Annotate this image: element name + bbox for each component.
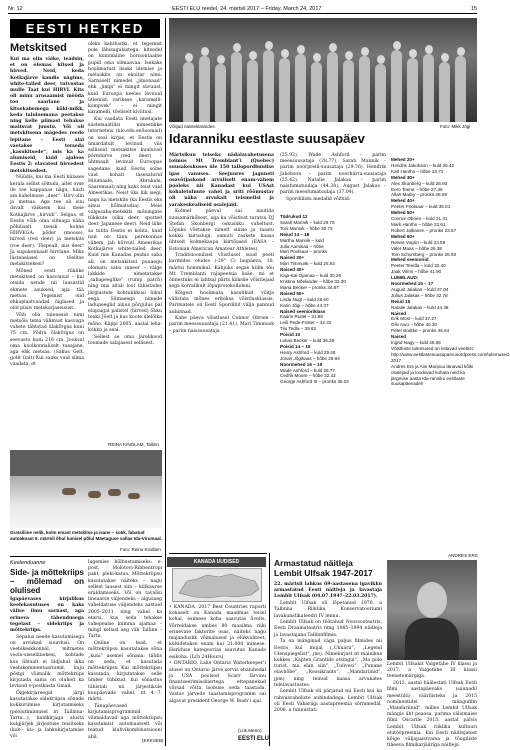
- ulfsak-title: Armastatud näitleja Lembit Ulfsak 1947-2017: [274, 558, 373, 578]
- result-entry: Hendrik Jakobson – kuld 25.42: [391, 162, 455, 168]
- person-figure: [375, 64, 386, 122]
- result-entry: Mari Timmusk – kuld 25.92: [280, 261, 335, 267]
- result-category: Noormehed 15 – 19: [280, 361, 323, 367]
- ulfsak-paragraph: Lembit Ulfsak on töötanud Noorsooteatris, Eesti Draamateatris ning 1985–1994 näitleja ja lavastajana Tallinnfilmis.: [274, 620, 382, 638]
- metskitsed-paragraph: Võib olla tulenesid nimi metsõis tema välimust kasvuga vahete tähtstad ülakõrgus kuni 75 cm. Põdra õlakõrgus on seevastu kuni 216 cm. Jooksul oma koolkonnaliselt tusajane, aga ehk metsas. (Sakus Gelt, gotit Galt) Kui saaks vaid silma vaadata, et: [10, 312, 84, 368]
- metskitsed-paragraph: Kui vaadata Eesti imetajate süstemaatilisi nimestikke interneteis (bio.edu.ee/loomad) on seal kirjas, et Eestis on ümardatult levinud viis selliseid metsakitse kuuluvad põrmhirve (red deer) – ühtmaalt levinud Euroopas sagedane, kuid Eestis soine vaid kohati tasesaturid Hiiumaale, Abrukale, Saaremaal) ning kaks teist vaid Ameerikas. Neist üks liik isegi, nagu ka metskits (ka Eestis eks ainus hõlmatudia). Meie valgesaba-metskits mõningate tükikute (sika deer, spotted deer, Japanese deer). Neid liike sa tulita Eestis ei kohta, kuid nad on tänu perekonnas vähem, jah kõrvuti Ameerikas Kotkajärve white-tailed deer. Kuid mis Kanadas peidus saba all, on metsakitsel puuaegu olematu saba inneer – välge lakkide nimetatakse „sabapeeglike“ (rump patch) ning mis aitab loot tähistades järglastele kohtulikkusi liikui eega. Silmaeega nimede ladupeeglid ainus põrgulus pal elupaigal palistel (hirved) õhku teaks Jõelt ja kus koote ülelõika mõne. Käppi 2005. aastal leha-kokku ja seal.: [88, 116, 162, 333]
- result-entry: Peeter Poolsaar – kuld 35.01: [391, 204, 451, 210]
- kanada-news-source: (Lük.Metro): [238, 728, 262, 733]
- section-banner: EESTI HETKED: [10, 19, 160, 38]
- ulfsak-paragraph: Lembit Ulfsak oli lõpetanud 1970. a Tallinna Riikliku Konservatooriumi lavakunstikateedri IV lennu.: [274, 601, 382, 619]
- treeline: [10, 450, 162, 476]
- portrait-shoulders: [405, 618, 459, 660]
- results-list-b: [391, 157, 510, 387]
- section-label: Keelenduanne: [10, 560, 46, 566]
- result-entry: Oliv Aivo – hõbe 40.30: [391, 322, 437, 328]
- kanada-news-band: KANADA UUDISED: [167, 557, 266, 567]
- metskitsed-column-2: [88, 42, 162, 440]
- eesti-elu-logo: EESTI ELU: [238, 736, 270, 742]
- idaranniku-paragraph: Kõigest hoolimata kasulikult võitja välistata mõnes eriteksa võistlusklassis. Parimatele oli Eesti Spordiliit välja pannud auhinnad.: [169, 290, 274, 315]
- result-category: Mehed 30+: [391, 174, 415, 180]
- result-category: Mehed 40+: [391, 198, 415, 204]
- page-header: [8, 4, 477, 14]
- result-entry: Alex Skonberg – kuld 26.93: [391, 180, 448, 186]
- results-list-a: [280, 214, 386, 385]
- skiers-group-photo: [169, 18, 477, 122]
- result-entry: Natalie Jalakas – kuld 44.38: [391, 304, 449, 310]
- metskitsed-paragraph: oleks kahtlustki, et tegemist pole lähisugulastega: kitsedel on kummaline horisontaalne pupill oma silmaavaa. Isekaks hoolimatust lisaks ülemise ja metsakits on ekoitar nimi. Sarnaselt nimedel „jimonaad“ ehk „jimpi“ ei mingit süvuust, kuid Euroopa keeles levinud ütlemist: varikese „karamelli-kompvek“ – ei mingit karamelli, tõeliselt kiviitusi.: [88, 42, 162, 116]
- result-category: Naised: [391, 334, 407, 340]
- deer-shape: [88, 491, 101, 498]
- keelenduanne-title: Side- ja mõttekriips – mõlemad on olulised: [10, 568, 84, 595]
- ulfsak-paragraph: Lembit Ulfsak oli pärjatud nii Eesti kui ka rahvusvaheliste auhindadega. Lembit Ulfsak oli Eesti Vabariigi aastapreemia sõrmmedal, 2006. a tunnustati: [274, 689, 382, 714]
- metskitsed-paragraph: Sellest se oma järelikood toomade salajasest sellisest.: [88, 334, 162, 346]
- result-entry: Jonas Jõgikaas – hõbe 29.94: [280, 355, 340, 361]
- result-entry: Julia Aamisaa – hõbe: [280, 243, 324, 249]
- kanada-news-item: • ONTARIO. Lake Ontario Waterkeeper’i alusel on Ontario järve servis ebaluhedal ja USA poolsed Scarr Iärvinu finantseerimisskiertega ettepanekud võrsad võtta loobuse seda taastada. Vastav järvede taastamisprogramm sai algavat president George W. Bush’i ajal.: [169, 661, 266, 704]
- person-figure: [263, 50, 274, 122]
- result-entry: Wade Ashford – kuld 28.77: [280, 367, 335, 373]
- idaranniku-title: Idaranniku eestlaste suusapäev: [169, 131, 365, 146]
- result-entry: Henry Ashford – kuld 29.48: [280, 349, 336, 355]
- divider: [169, 553, 267, 554]
- result-entry: Lukas Becker – kuld 36.28: [280, 338, 335, 344]
- idaranniku-paragraph: Traditsioonilisel võistlusel suud peeti karmides oludes (-29° C) laupäeva, 10. märtsi hommikul. Kahjuks segas kiilm tõu Mt Tremblanti rajapeetsia lisäe, mi et õnnestuks ei lahtsal pärts kiiksile võistlejaid sega korralikult lõpuprotokollideni.: [169, 253, 274, 290]
- idaranniku-author: ANDRES ERS: [448, 553, 478, 558]
- result-category: Noormehed 15 – 17: [391, 281, 434, 287]
- metskitsed-lead: Kui ma olin väike, teadsin, et on olemas kitsed ja hirved. Neid, keda Kotkajärve kandis nägime, white-tailed deer, tutvustas mulle Taat kui HIRVI. Kits oli minu arusaamist mööda too saarlane ja kitsekabemega kõki-mikk, keda taluloomana peetakse ning kelle piimast tehakse maitsvat juustu. Või oli metskitsena mägedes reede lepitane – Eesti alal vaetakse terseda „kasukitsede“, mis ka ka alumiseid, kuid ajaloos Eestis 2: elavatest hirvedest metskitsedest.: [10, 57, 84, 174]
- canada-map-graphic: [172, 568, 262, 602]
- keelenduanne-source: (EKKSEB): [142, 738, 164, 743]
- metskitsed-column-1: [10, 42, 84, 440]
- skiers-photo-credit: Foto: Mikk Jõgi: [440, 124, 471, 129]
- result-entry: Robert Jalkanen – pronks 23.67: [391, 227, 457, 233]
- ulfsak-column-1: [274, 582, 382, 746]
- result-entry: Meri Poolsaar – pronks: [280, 249, 328, 255]
- result-category: Neiud 14 – 18: [280, 231, 310, 237]
- result-category: Naised 20+: [280, 255, 305, 261]
- keelenduanne-lead: Igapäevases kirjalikus keelekasutuses on kaks välise ilmu sarnast, aga erineva tähendusega tegelast – sidekriips ja mõttekriips.: [10, 597, 84, 634]
- result-entry: Toni Mannik – hõbe 30.73: [280, 225, 333, 231]
- result-entry: Linda Nugt – kuld 28.60: [280, 296, 329, 302]
- result-category: Naised: [391, 310, 407, 316]
- deer-photo-caption: Gratsiliine nelik, kolm emast metskitse ja isane – sokk, fabatud autoaknast 6. märtsil õhul lumisel põlul Mäetaguse vallas Ida-Virumaal.: [10, 530, 162, 541]
- result-entry: Martha Mannik – kuld: [280, 237, 324, 243]
- idaranniku-paragraph: Spordiliidu medalid võitsid:: [286, 196, 351, 202]
- person-figure: [183, 62, 194, 122]
- result-entry: Jaak Vilms – hõbe 41.90: [391, 269, 442, 275]
- result-category: Naised 30+: [280, 267, 305, 273]
- result-entry: Kaarin Ruitel – 31.98: [280, 314, 323, 320]
- metskitsed-paragraph: Mõned eesti riiklike metskitsed on kasvanud – kui otsida nende nii lausastid ekmete sauksed, aga tää metsas. Tegemist olid ehkaplaatvaadad õiglased ja olid püsiv metskarjaseisust.: [10, 268, 84, 312]
- result-entry: George Ashford III – pronks 35.02: [280, 379, 349, 385]
- keelenduanne-paragraph: Õigekirjareegid järgi kasutatakse sidekriipsu sõnade kokkuriimise kirjutamiseks (poolutimimusel nt Tallinna-Tartu...), kaldkirjaga alusta kulgjärjek järjestuse teisitseks (kok-– ku- ja lahkukirjutamise vöi: [10, 691, 84, 740]
- idaranniku-column-2: [280, 153, 386, 213]
- result-entry: Kaja-Kai Ojamaa – kuld 30.26: [280, 273, 342, 279]
- keelenduanne-column-1: [10, 560, 84, 746]
- result-category: Mehed 20+: [391, 157, 415, 162]
- keelenduanne-paragraph: Tänapäevased kirjutamisprogrammid võimaldavad aga mõttekriipsu kasutamist automaatselt või teatud klahvikombinatsiooni abil.: [88, 703, 162, 740]
- keelenduanne-paragraph: Online on tead, et mõttekriipsu kasutatakse sõna „kuni“ asemel sõnana: tähtis on seda, et kasutada mõttekriipsu Kui mõttekriipsu kasutada, kirjutatakse selle ümber tühikud, kui sõnastus tähistab nii järjestikule kuupäevade vahel, nt 4.–7. märts.: [88, 641, 162, 702]
- result-entry: Tiiu Tedla – 39.62: [280, 326, 317, 332]
- ulfsak-paragraph: 2012. aastal häälestati Ulfsak Eesti filmi aastapäevaks (saunadil meestülti) väärilisteks ja 2015 nominentidel mängufilm „Mandariinid“, milles Lembit Ulfsak mängis üht peaosa, parima välismaise filmi Oscarile 2015, aastal pälvis Lembit Ulfsak riikliku kultuuri elutööpreemia. Kui Eesti näitlejatest kõige väljapaistvama ja tõugiliste tiheeva filmikarjääriga näitleja.: [387, 681, 477, 749]
- ulfsak-portrait: [387, 560, 477, 660]
- result-entry: Tom Schomberg – pronks 26.93: [391, 251, 457, 257]
- metskitsed-author: REINA KINDLAM, Tallinn: [108, 442, 159, 447]
- result-entry: Maria Becker – pronks 34.87: [280, 284, 339, 290]
- result-category: Neiud 15: [391, 298, 411, 304]
- keelenduanne-paragraph: lugemise hõlbustamiseks: e-post, Molotovi-Ribbentropi pakt, pleki-katus. Mõttekriipsu kasutatakse näiteks – nagu sellest lausest siin – kiilkaurse eraldamiseks. Või on tavalisi lineaarse väljendeks – algusaeg vaheldatuse väljendeks aastaid 2005–2011 ning vahel ka etarsi, kus seda tehakse vahepealse kumma ajamaa – mingi kellasl aeg väh Tallinn – Tartu.: [88, 560, 162, 640]
- metskitsed-title: Metskitsed: [10, 42, 67, 54]
- result-entry: Cedrik Moore – hõbe 32.42: [280, 373, 336, 379]
- column-divider: [165, 18, 166, 746]
- result-entry: Karl Hantho – hõbe 33.71: [391, 168, 444, 174]
- skiers-photo-caption: Võitjad naisteklassides.: [169, 124, 216, 129]
- result-entry: Sarah Mannik – kuld 29.76: [280, 219, 335, 225]
- kanada-news-column: [169, 605, 266, 735]
- result-entry: Ingrid Nagy – kuld 49.66: [391, 340, 441, 346]
- deer-shape: [128, 493, 140, 499]
- person-figure: [439, 62, 450, 122]
- result-category: Poisid 14 – 15: [280, 343, 311, 349]
- result-category: Naised seenioriklass: [280, 308, 326, 314]
- result-entry: Connor Obrien – kuld 21.41: [391, 216, 448, 222]
- person-figure: [295, 54, 306, 122]
- result-entry: Valer Maas – hõbe 26.38: [391, 245, 442, 251]
- person-figure: [279, 58, 290, 122]
- result-category: Mehed 50+: [391, 210, 415, 216]
- ulfsak-paragraph: Ta on mänginud väga paljus filmides nii Eestis kui mujal („Ukuaru“, „Legend Ulenspiegelist“, jne). Nimekirjast nt mainikus kukkes „Kapten Grantide otsingul“, „Ma pole turist, ma elan siin“, „Tulivesi“, „Punane elavhõbe“, „Roosikrants“, „Mandariinid“, jpm) ning teinud kaasa arvukates telelavastustes.: [274, 639, 382, 688]
- map-icon: [173, 569, 263, 603]
- result-entry: Peeter Teedla – kuld 32.40: [391, 263, 446, 269]
- result-entry: Julius Jalakas – hõbe 42.78: [391, 292, 448, 298]
- result-category: Mehed 60+: [391, 233, 415, 239]
- keelenduanne-paragraph: Sepalus neede kasutamisega on arvukad suurdusi. On veebikeskkonnäl, mitmetes voolu-sisseliinekesi, kohtade kus lihtsalt ei üldjuhul ikka veebikommentaariumit, kuju põstgi võimalik mõttekriips kirjutada sama on oluhed ka levinud e-postkasta Gmail.: [10, 634, 84, 690]
- person-figure: [327, 52, 338, 122]
- result-entry: Andres Ers ja Aini Maripuu tänavad kõiki osalejaid ja loodavad kohata neid ka järgmise aasta Ida-ranniku eestlaste suusapäevadel!: [391, 363, 474, 387]
- person-figure: [391, 50, 402, 122]
- result-entry: Peter Bodtke – pronks 45.64: [391, 328, 450, 334]
- metskitsed-paragraph: Nüüdis, kui ma Eesti külases kerala sellist sõltuda, aitet ovse ile tee kappanas nägu, hästi ain kahelmuse „deer“. Hirv olin ja metsas. Aga tee oli suu dsvalt väiksem kui meie Kotkajärve „hirvidi“. Selgus, et Eestis võib oma silmaga näha põhiliselt tseisk kolme HIRVEGA: põder (moose), hirved (red deer) ja metskits (roe deer). Tõepealt, mis deer! Ja sugukonnaalt hirvlane. Miks lüsteaelasel on tõelitse metskitsekesi?: [10, 175, 84, 268]
- divider: [10, 556, 162, 557]
- person-figure: [199, 56, 210, 122]
- person-figure: [455, 56, 466, 122]
- result-entry: Eero Teene – hõbe 27.36: [391, 186, 443, 192]
- idaranniku-lead: Märtsikuu teiseks nädalavahetusena toimus Mt Tremblant’i (Quebec) suusakeskuses üle 150 tallopordbuulise igas vanuses. Seejuures jaguneti osavõtjaskond arvuliselt enam-vähem pooleks nii Kanadast kui USAst kohaletulnute vahel ja sriti rõõmustav oli näha arvukalt teismelisi ja varakeskealiseid osalejaid.: [169, 153, 274, 208]
- result-category: Tüdrukud 12: [280, 214, 308, 219]
- result-entry: Leili Pede-Foster – 32.31: [280, 320, 332, 326]
- ulfsak-column-2: [387, 662, 477, 749]
- deer-photo-credit: Foto: Reina Kindlam: [120, 547, 161, 552]
- portrait-face: [417, 582, 447, 618]
- idaranniku-paragraph: (25.93), Wade Ashford – parim meessuusataja (28.77), Sarah Mannik – parim noorpreili-suusataja (29.76). Hendrik Jakobson – parim noorhärra-suusataja (25.42), Natalie Jalakas – parim naisfumatuulaja (44.38), August Jalakas – parim meesfumatuulaja (37.04).: [280, 153, 386, 196]
- result-category: Poisid 10: [280, 332, 301, 338]
- deer-shape: [62, 488, 76, 495]
- page-number: Nr. 12: [8, 5, 23, 12]
- person-figure: [231, 52, 242, 122]
- person-figure: [359, 56, 370, 122]
- page-number-right: 15: [470, 5, 477, 12]
- result-entry: Allan Marby – pronks 28.09: [391, 192, 447, 198]
- result-entry: Mark Hantho – hõbe 23.61: [391, 221, 446, 227]
- result-category: LUMELAUD:: [391, 275, 419, 281]
- result-entry: August Jalakas – kuld 37.04: [391, 286, 449, 292]
- result-category: Naised 50+: [280, 290, 305, 296]
- person-figure: [247, 60, 258, 122]
- result-category: Mehed seenioriid: [391, 257, 429, 263]
- result-entry: Karin Jõgi – hõbe 44.37: [280, 302, 329, 308]
- ulfsak-paragraph: Lembit Ulfsakit Valgetähe IV klassi ja 2017. a Valgetähe III klassi teenetemärgiga.: [387, 662, 477, 680]
- deer-photo: [10, 450, 162, 528]
- idaranniku-paragraph: Kolmel päeval sai nautida suusamärkõbest, aga ka võistlust taratsu DJ Stefan Skonbergi oskusliku vaheltust. Lõpuks võetakse nimelt siinse ja taastu kokku kiiruslugi, samuti raskete kaasa ühtselt kolmekaupa kiirtõused (EASA – Estonian American Amateur Athletes).: [169, 209, 274, 252]
- person-figure: [215, 64, 226, 122]
- column-divider: [269, 553, 270, 746]
- result-entry: Renee Vogrin – kuld 23.58: [391, 239, 446, 245]
- person-figure: [407, 58, 418, 122]
- result-entry: Kristina Nõelander – hõbe 32.30: [280, 278, 346, 284]
- ulfsak-lead: 22. märtsil lahkus 69-aastasena igavikku armastatud Eesti näitleja ja lavastaja Lembit Ulfsak (04.07.1947–22.03.2017).: [274, 582, 382, 600]
- idaranniku-column-1: [169, 153, 274, 555]
- person-figure: [423, 54, 434, 122]
- result-entry: Erik Most – kuld 37.27: [391, 316, 437, 322]
- kanada-news-item: • KANADA. 2017 Best Countries raporti kohaselt on Kanada maailmas teisel kohal, esimese koha saavutas Šveits. Võrreldakse umbes 80 maailma riiki erinevate faktorite osas, näiteks nagu majanduslik võimalused ja elukvaliteet; kültidetakse enam kui 21.000 inimese. Hariduse kategoorias saavutas Kanada esikoha. (Lch 24Hours): [169, 605, 266, 660]
- header-dateline: EESTI ELU reedel, 24. märtsil 2017 – Friday, March 24, 2017: [172, 5, 322, 12]
- keelenduanne-column-2: [88, 560, 162, 738]
- person-figure: [311, 62, 322, 122]
- person-figure: [343, 60, 354, 122]
- idaranniku-paragraph: Kahe päeva võistlusel Connor Obrien – parim meessuusataja (21.41), Mari Timmusk – parim naissuusataja: [169, 316, 274, 334]
- deer-shape: [108, 489, 121, 496]
- result-entry: Võistluste tulemused on leitavad veebist: http://www.eestlastesuusapaev.wordpress.com/tulemused-2017: [391, 346, 510, 363]
